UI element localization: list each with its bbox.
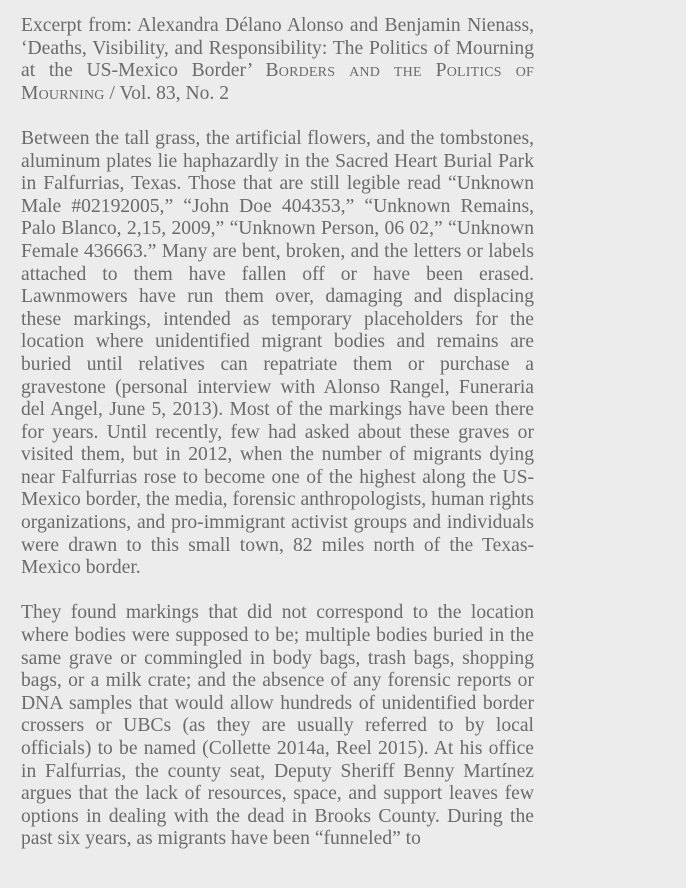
journal-title: Borders and the Politics of Mourning: [21, 60, 534, 104]
paragraph-1: Between the tall grass, the artificial flowers, and the tombstones, aluminum plates lie haphazardly in the Sacred Heart Burial Park in Falfurrias, Texas. Those that are still legible read “Unknown Male #02192005,” “John Doe 404353,” “Unknown Remains, Palo Blanco, 2,15, 2009,” “Unknown Person, 06 02,” “Unknown Female 436663.” Many are bent, broken, and the letters or labels attached to them have fallen off or have been erased. Lawnmowers have run them over, damaging and displacing these markings, intended as temporary placeholders for the location where unidentified migrant bodies and remains are buried until relatives can repatriate them or purchase a gravestone (personal interview with Alonso Rangel, Funeraria del Angel, June 5, 2013). Most of the markings have been there for years. Until recently, few had asked about these graves or visited them, but in 2012, when the number of migrants dying near Falfurrias rose to become one of the highest along the US-Mexico border, the media, forensic anthropologists, human rights organizations, and pro-immigrant activist groups and individuals were drawn to this small town, 82 miles north of the Texas-Mexico border.: [21, 127, 534, 579]
paragraph-2: They found markings that did not correspond to the location where bodies were supposed to be; multiple bodies buried in the same grave or commingled in body bags, trash bags, shopping bags, or a milk crate; and the absence of any forensic reports or DNA samples that would allow hundreds of unidentified border crossers or UBCs (as they are usually referred to by local officials) to be named (Collette 2014a, Reel 2015). At his office in Falfurrias, the county seat, Deputy Sheriff Benny Martínez argues that the lack of resources, space, and support leaves few options in dealing with the dead in Brooks County. During the past six years, as migrants have been “funneled” to: [21, 602, 534, 850]
volume-info: / Vol. 83, No. 2: [104, 82, 230, 104]
excerpt-citation: [21, 15, 534, 105]
citation-text: Excerpt from: Alexandra Délano Alonso and Benjamin Nienass, ‘Deaths, Visibility, and Responsibility: The Politics of Mourning at the US-Mexico Border’: [21, 15, 534, 82]
article-body: [21, 128, 534, 851]
